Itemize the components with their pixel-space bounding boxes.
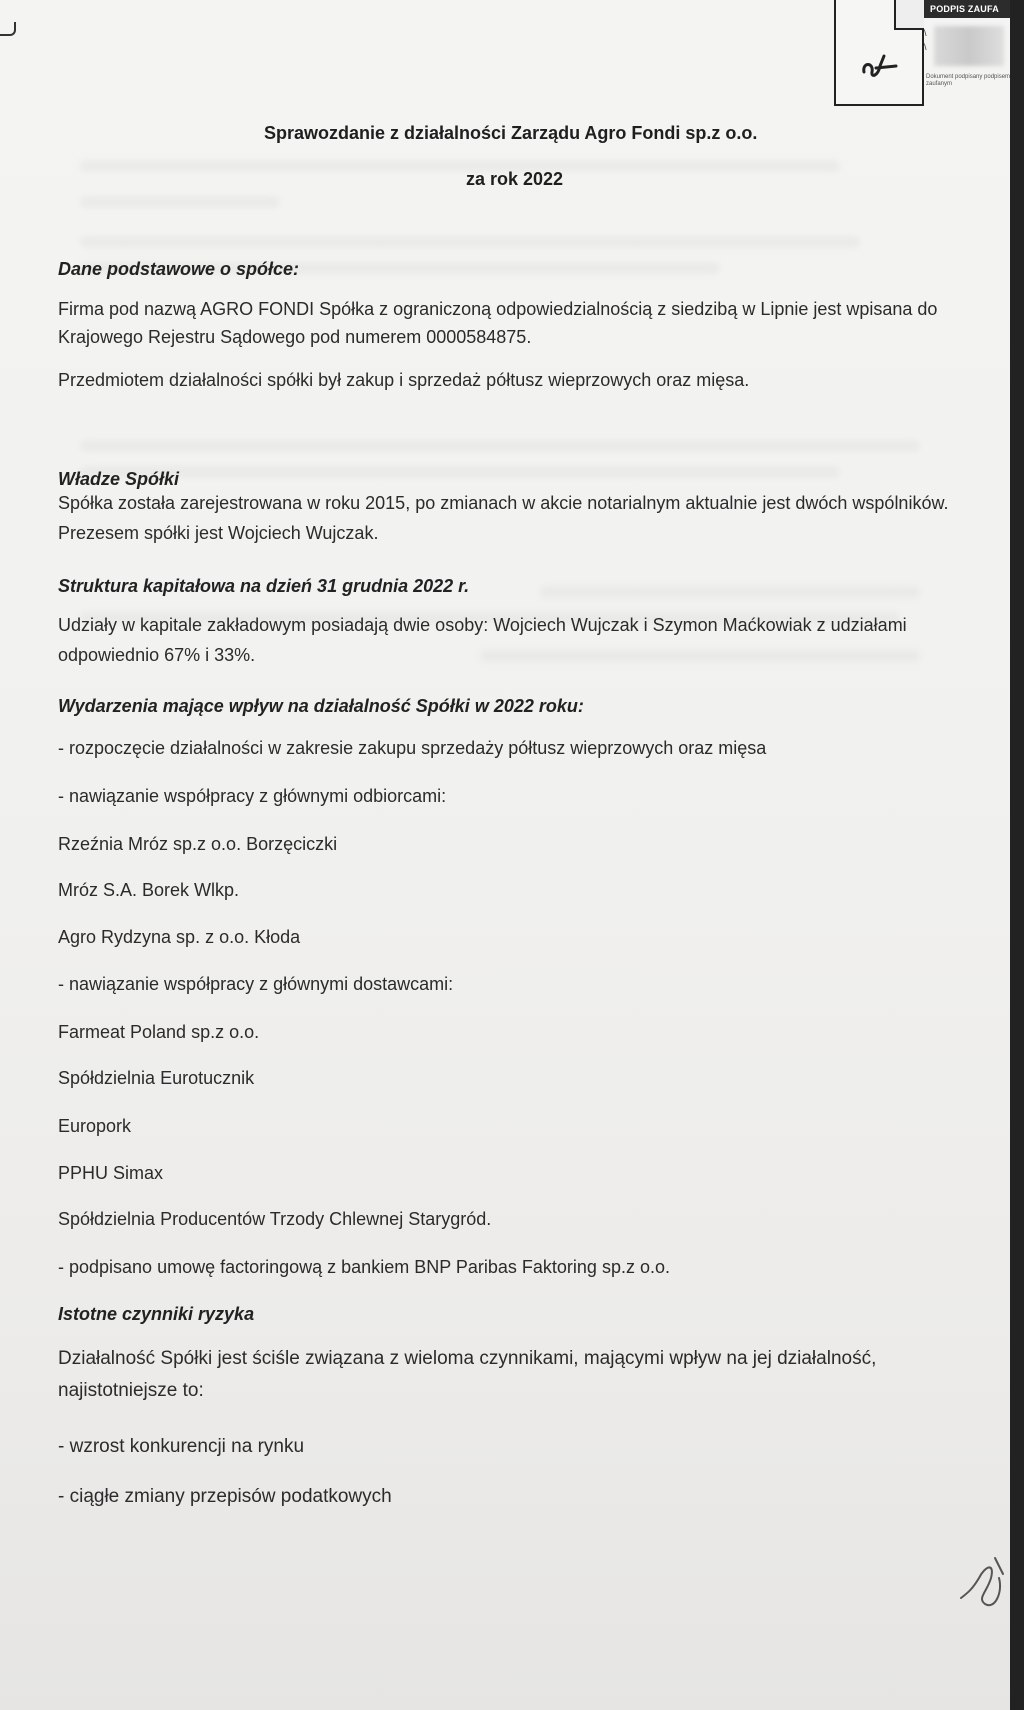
paragraph: Spółka została zarejestrowana w roku 2015, po zmianach w akcie notarialnym aktualnie jest dwóch wspólników. Prezesem spółki jest Wojciech Wujczak. [58,493,949,543]
section-heading: Istotne czynniki ryzyka [58,1304,255,1324]
list-item: Spółdzielnia Producentów Trzody Chlewnej Starygród. [58,1209,492,1229]
section-heading: Struktura kapitałowa na dzień 31 grudnia 2022 r. [58,576,470,596]
paragraph: Firma pod nazwą AGRO FONDI Spółka z ograniczoną odpowiedzialnością z siedzibą w Lipnie jest wpisana do Krajowego Rejestru Sądowego pod numerem 0000584875. [58,299,938,347]
scan-edge [1010,0,1024,1710]
trusted-signature-badge: PODPIS ZAUFA \ \ Dokument podpisany podpisem zaufanym [924,0,1012,130]
list-item: Rzeźnia Mróz sp.z o.o. Borzęciczki [58,834,338,854]
paragraph: Udziały w kapitale zakładowym posiadają dwie osoby: Wojciech Wujczak i Szymon Maćkowiak z udziałami odpowiednio 67% i 33%. [58,615,907,665]
section-heading: Wydarzenia mające wpływ na działalność Spółki w 2022 roku: [58,696,584,716]
signature-redacted [934,26,1004,66]
list-item: - podpisano umowę factoringową z bankiem BNP Paribas Faktoring sp.z o.o. [58,1257,670,1277]
corner-mark [0,22,16,36]
list-item: Spółdzielnia Eurotucznik [58,1068,255,1088]
section-heading: Władze Spółki [58,469,180,489]
list-item: PPHU Simax [58,1163,164,1183]
document-title: Sprawozdanie z działalności Zarządu Agro Fondi sp.z o.o. [264,123,758,143]
signature-header: PODPIS ZAUFA [924,0,1012,18]
list-item: - wzrost konkurencji na rynku [58,1436,305,1457]
section-heading: Dane podstawowe o spółce: [58,259,300,279]
document-subtitle: za rok 2022 [466,169,564,189]
list-item: - rozpoczęcie działalności w zakresie zakupu sprzedaży półtusz wieprzowych oraz mięsa [58,738,767,758]
list-item: - ciągłe zmiany przepisów podatkowych [58,1486,392,1507]
signed-document-icon [834,0,924,106]
paragraph: Przedmiotem działalności spółki był zakup i sprzedaż półtusz wieprzowych oraz mięsa. [58,370,750,390]
list-item: - nawiązanie współpracy z głównymi dostawcami: [58,974,454,994]
list-item: - nawiązanie współpracy z głównymi odbiorcami: [58,786,447,806]
handwritten-initials [955,1548,1011,1618]
list-item: Mróz S.A. Borek Wlkp. [58,880,240,900]
list-item: Farmeat Poland sp.z o.o. [58,1022,260,1042]
paragraph: Działalność Spółki jest ściśle związana z wieloma czynnikami, mającymi wpływ na jej działalność, najistotniejsze to: [58,1348,877,1401]
list-item: Europork [58,1116,132,1136]
list-item: Agro Rydzyna sp. z o.o. Kłoda [58,927,301,947]
signature-note: Dokument podpisany podpisem zaufanym [926,74,1011,87]
